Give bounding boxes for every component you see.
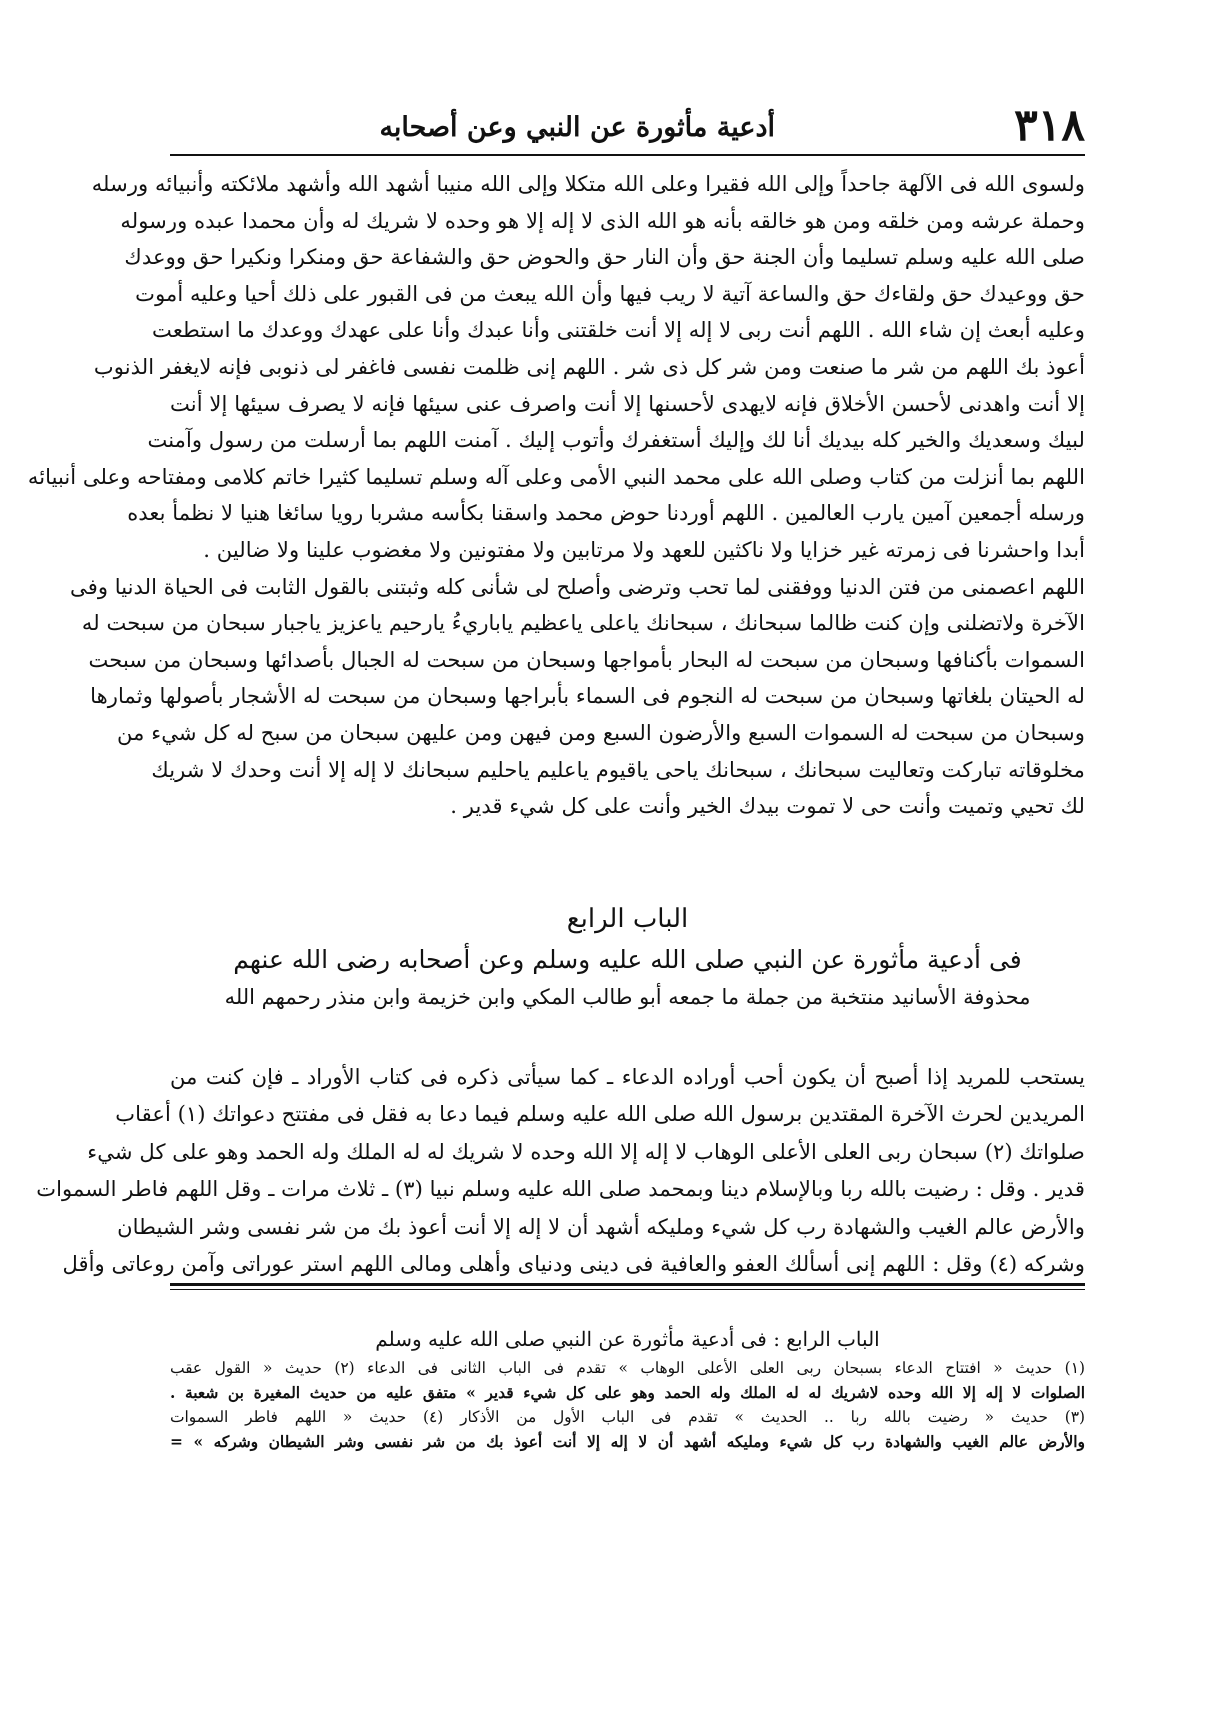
text-line: صلواتك (٢) سبحان ربى العلى الأعلى الوهاب لا إله إلا الله وحده لا شريك له له الملك وله الحمد وهو على كل شيء <box>87 1138 1085 1164</box>
text-line: حق ووعيدك حق ولقاءك حق والساعة آتية لا ريب فيها وأن الله يبعث من فى القبور على ذلك أحيا وعليه أموت <box>135 280 1085 306</box>
chapter-title: الباب الرابع <box>566 904 689 934</box>
text-line: المريدين لحرث الآخرة المقتدين برسول الله صلى الله عليه وسلم فيما دعا به فقل فى مفتتح دعواتك (١) أعقاب <box>115 1101 1085 1127</box>
text-line: وحملة عرشه ومن خلقه ومن هو خالقه بأنه هو الله الذى لا إله إلا هو وحده لا شريك له وأن محمدا عبده ورسوله <box>120 207 1085 233</box>
chapter-subtitle: فى أدعية مأثورة عن النبي صلى الله عليه وسلم وعن أصحابه رضى الله عنهم <box>233 945 1022 974</box>
text-line: لك تحيي وتميت وأنت حى لا تموت بيدك الخير وأنت على كل شيء قدير . <box>450 793 1085 819</box>
footnotes-heading: الباب الرابع : فى أدعية مأثورة عن النبي صلى الله عليه وسلم <box>375 1327 880 1351</box>
footnote-line: والأرض عالم الغيب والشهادة رب كل شيء ومليكه أشهد أن لا إله إلا أنت أعوذ بك من شر نفسى وشر الشيطان وشركه » = <box>170 1432 1085 1451</box>
text-line: إلا أنت واهدنى لأحسن الأخلاق فإنه لايهدى لأحسنها إلا أنت واصرف عنى سيئها فإنه لا يصرف سيئها إلا أنت <box>170 390 1085 416</box>
text-line: قدير . وقل : رضيت بالله ربا وبالإسلام دينا وبمحمد صلى الله عليه وسلم نبيا (٣) ـ ثلاث مرات ـ وقل اللهم فاطر السموات <box>36 1176 1085 1202</box>
text-line: وشركه (٤) وقل : اللهم إنى أسألك العفو والعافية فى دينى ودنياى وأهلى ومالى اللهم استر عوراتى وآمن روعاتى وأقل <box>62 1250 1085 1276</box>
text-line: مخلوقاته تباركت وتعاليت سبحانك ، سبحانك ياحى ياقيوم ياعليم ياحليم سبحانك لا إله إلا أنت وحدك لا شريك <box>151 756 1085 782</box>
text-line: والأرض عالم الغيب والشهادة رب كل شيء ومليكه أشهد أن لا إله إلا أنت أعوذ بك من شر نفسى وشر الشيطان <box>117 1213 1085 1239</box>
footnotes <box>170 1322 1085 1454</box>
text-line: صلى الله عليه وسلم تسليما وأن الجنة حق وأن النار حق والحوض حق والشفاعة حق ومنكرا ونكيرا حق ووعدك <box>124 244 1085 270</box>
footnote-line: (٣) حديث « رضيت بالله ربا .. الحديث » تقدم فى الباب الأول من الأذكار (٤) حديث « اللهم فاطر السموات <box>170 1408 1085 1426</box>
chapter-text <box>36 1058 1085 1282</box>
text-line: وعليه أبعث إن شاء الله . اللهم أنت ربى لا إله إلا أنت خلقتنى وأنا عبدك وأنا على عهدك ووعدك ما استطعت <box>152 317 1085 343</box>
text-line: أعوذ بك اللهم من شر ما صنعت ومن شر كل ذى شر . اللهم إنى ظلمت نفسى فاغفر لى ذنوبى فإنه لايغفر الذنوب <box>93 353 1085 379</box>
text-line: لبيك وسعديك والخير كله بيديك أنا لك وإليك أستغفرك وأتوب إليك . آمنت اللهم بما أرسلت من رسول وآمنت <box>147 427 1085 453</box>
text-line: السموات بأكنافها وسبحان من سبحت له البحار بأمواجها وسبحان من سبحت له الجبال بأصدائها وسبحان من سبحت <box>88 646 1085 672</box>
text-line: وسبحان من سبحت له السموات السبع والأرضون السبع ومن فيهن ومن عليهن سبحان من سبح له كل شيء من <box>117 719 1085 745</box>
footnote-divider-thin <box>170 1289 1085 1290</box>
text-line: ورسله أجمعين آمين يارب العالمين . اللهم أوردنا حوض محمد واسقنا بكأسه مشربا رويا سائغا هنيا لا نظمأ بعده <box>127 500 1085 526</box>
footnote-line: (١) حديث « افتتاح الدعاء بسبحان ربى العلى الأعلى الوهاب » تقدم فى الباب الثانى فى الدعاء (٢) حديث « القول عقب <box>170 1359 1085 1377</box>
text-line: اللهم بما أنزلت من كتاب وصلى الله على محمد النبي الأمى وعلى آله وسلم تسليما كثيرا خاتم كلامى ومفتاحه وعلى أنبيائه <box>27 463 1085 489</box>
page-header <box>170 100 1085 152</box>
text-line: ولسوى الله فى الآلهة جاحداً وإلى الله فقيرا وعلى الله متكلا وإلى الله منيبا أشهد الله وأشهد ملائكته وأنبيائه ورسله <box>91 171 1085 196</box>
text-line: أبدا واحشرنا فى زمرته غير خزايا ولا ناكثين للعهد ولا مرتابين ولا مفتونين ولا مغضوب علينا ولا ضالين . <box>203 536 1085 562</box>
running-title: أدعية مأثورة عن النبي وعن أصحابه <box>379 112 775 143</box>
footnote-line: الصلوات لا إله إلا الله وحده لاشريك له له الملك وله الحمد وهو على كل شيء قدير » متفق عليه من حديث المغيرة بن شعبة . <box>170 1383 1085 1402</box>
footnote-divider <box>170 1283 1085 1286</box>
header-rule <box>170 154 1085 156</box>
text-line: يستحب للمريد إذا أصبح أن يكون أحب أوراده الدعاء ـ كما سيأتى ذكره فى كتاب الأوراد ـ فإن كنت من <box>170 1064 1085 1089</box>
chapter-heading <box>170 898 1085 1014</box>
text-line: اللهم اعصمنى من فتن الدنيا ووفقنى لما تحب وترضى وأصلح لى شأنى كله وثبتنى بالقول الثابت فى الحياة الدنيا وفى <box>70 573 1085 599</box>
chapter-note: محذوفة الأسانيد منتخبة من جملة ما جمعه أبو طالب المكي وابن خزيمة وابن منذر رحمهم الله <box>224 985 1031 1009</box>
main-text <box>27 166 1085 825</box>
text-line: له الحيتان بلغاتها وسبحان من سبحت له النجوم فى السماء بأبراجها وسبحان من سبحت له الأشجار بأصولها وثمارها <box>90 683 1085 709</box>
text-line: الآخرة ولاتضلنى وإن كنت ظالما سبحانك ، سبحانك ياعلى ياعظيم ياباريءُ يارحيم ياعزيز ياجبار سبحان من سبحت له <box>81 610 1085 636</box>
page-number: ٣١٨ <box>1014 100 1085 151</box>
